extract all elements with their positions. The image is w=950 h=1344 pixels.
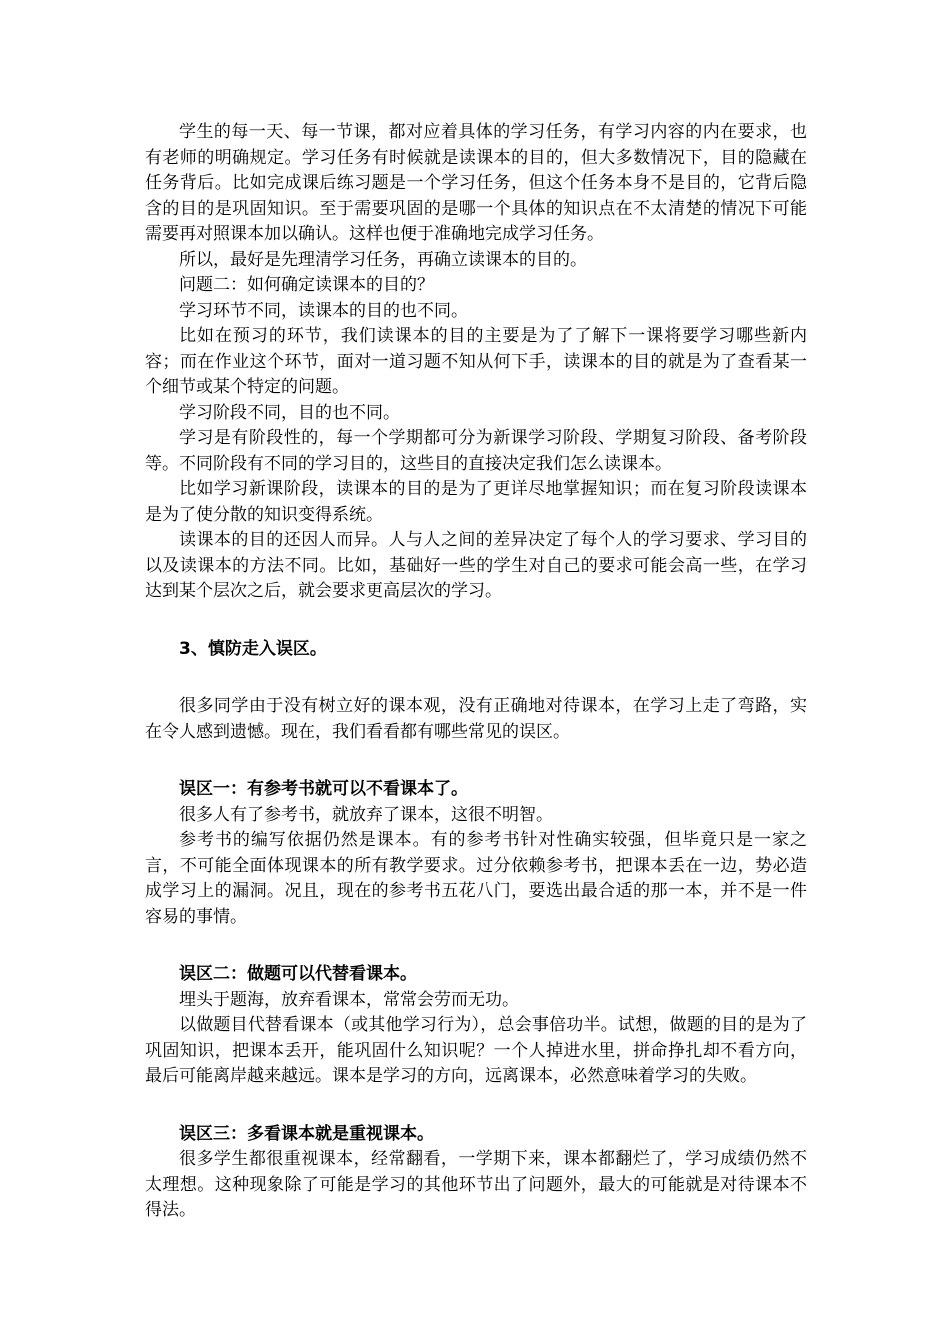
- paragraph: 读课本的目的还因人而异。人与人之间的差异决定了每个人的学习要求、学习目的以及读课本的方法不同。比如，基础好一些的学生对自己的要求可能会高一些，在学习达到某个层次之后，就会要求更高层次的学习。: [145, 530, 807, 601]
- myth-heading-2: 误区二：做题可以代替看课本。: [179, 964, 417, 984]
- paragraph: 很多人有了参考书，就放弃了课本，这很不明智。: [179, 804, 553, 825]
- section-intro: 很多同学由于没有树立好的课本观，没有正确地对待课本，在学习上走了弯路，实在令人感到遗憾。现在，我们看看都有哪些常见的误区。: [145, 696, 807, 742]
- paragraph: 很多学生都很重视课本，经常翻看，一学期下来，课本都翻烂了，学习成绩仍然不太理想。这种现象除了可能是学习的其他环节出了问题外，最大的可能就是对待课本不得法。: [145, 1149, 807, 1220]
- paragraph: 比如学习新课阶段，读课本的目的是为了更详尽地掌握知识；而在复习阶段读课本是为了使分散的知识变得系统。: [145, 479, 807, 525]
- section-heading: 3、慎防走入误区。: [179, 638, 327, 659]
- myth-heading-1: 误区一：有参考书就可以不看课本了。: [179, 779, 468, 799]
- paragraph: 参考书的编写依据仍然是课本。有的参考书针对性确实较强，但毕竟只是一家之言，不可能全面体现课本的所有教学要求。过分依赖参考书，把课本丢在一边，势必造成学习上的漏洞。况且，现在的参考书五花八门，要选出最合适的那一本，并不是一件容易的事情。: [145, 830, 807, 927]
- paragraph: 学生的每一天、每一节课，都对应着具体的学习任务，有学习内容的内在要求，也有老师的明确规定。学习任务有时候就是读课本的目的，但大多数情况下，目的隐藏在任务背后。比如完成课后练习题是一个学习任务，但这个任务本身不是目的，它背后隐含的目的是巩固知识。至于需要巩固的是哪一个具体的知识点在不太清楚的情况下可能需要再对照课本加以确认。这样也便于准确地完成学习任务。: [145, 122, 807, 244]
- myth-heading-3: 误区三：多看课本就是重视课本。: [179, 1123, 434, 1144]
- paragraph: 以做题目代替看课本（或其他学习行为），总会事倍功半。试想，做题的目的是为了巩固知识，把课本丢开，能巩固什么知识呢？一个人掉进水里，拼命挣扎却不看方向，最后可能离岸越来越远。课本是学习的方向，远离课本，必然意味着学习的失败。: [145, 1015, 807, 1086]
- paragraph: 埋头于题海，放弃看课本，常常会劳而无功。: [179, 989, 519, 1010]
- paragraph: 学习是有阶段性的，每一个学期都可分为新课学习阶段、学期复习阶段、备考阶段等。不同阶段有不同的学习目的，这些目的直接决定我们怎么读课本。: [145, 428, 807, 474]
- document-page: [145, 120, 807, 1224]
- question-heading: 问题二：如何确定读课本的目的？: [179, 275, 434, 295]
- paragraph: 所以，最好是先理清学习任务，再确立读课本的目的。: [179, 249, 587, 270]
- paragraph: 比如在预习的环节，我们读课本的目的主要是为了了解下一课将要学习哪些新内容；而在作业这个环节，面对一道习题不知从何下手，读课本的目的就是为了查看某一个细节或某个特定的问题。: [145, 326, 807, 397]
- paragraph: 学习环节不同，读课本的目的也不同。: [179, 300, 468, 321]
- paragraph: 学习阶段不同，目的也不同。: [179, 402, 400, 423]
